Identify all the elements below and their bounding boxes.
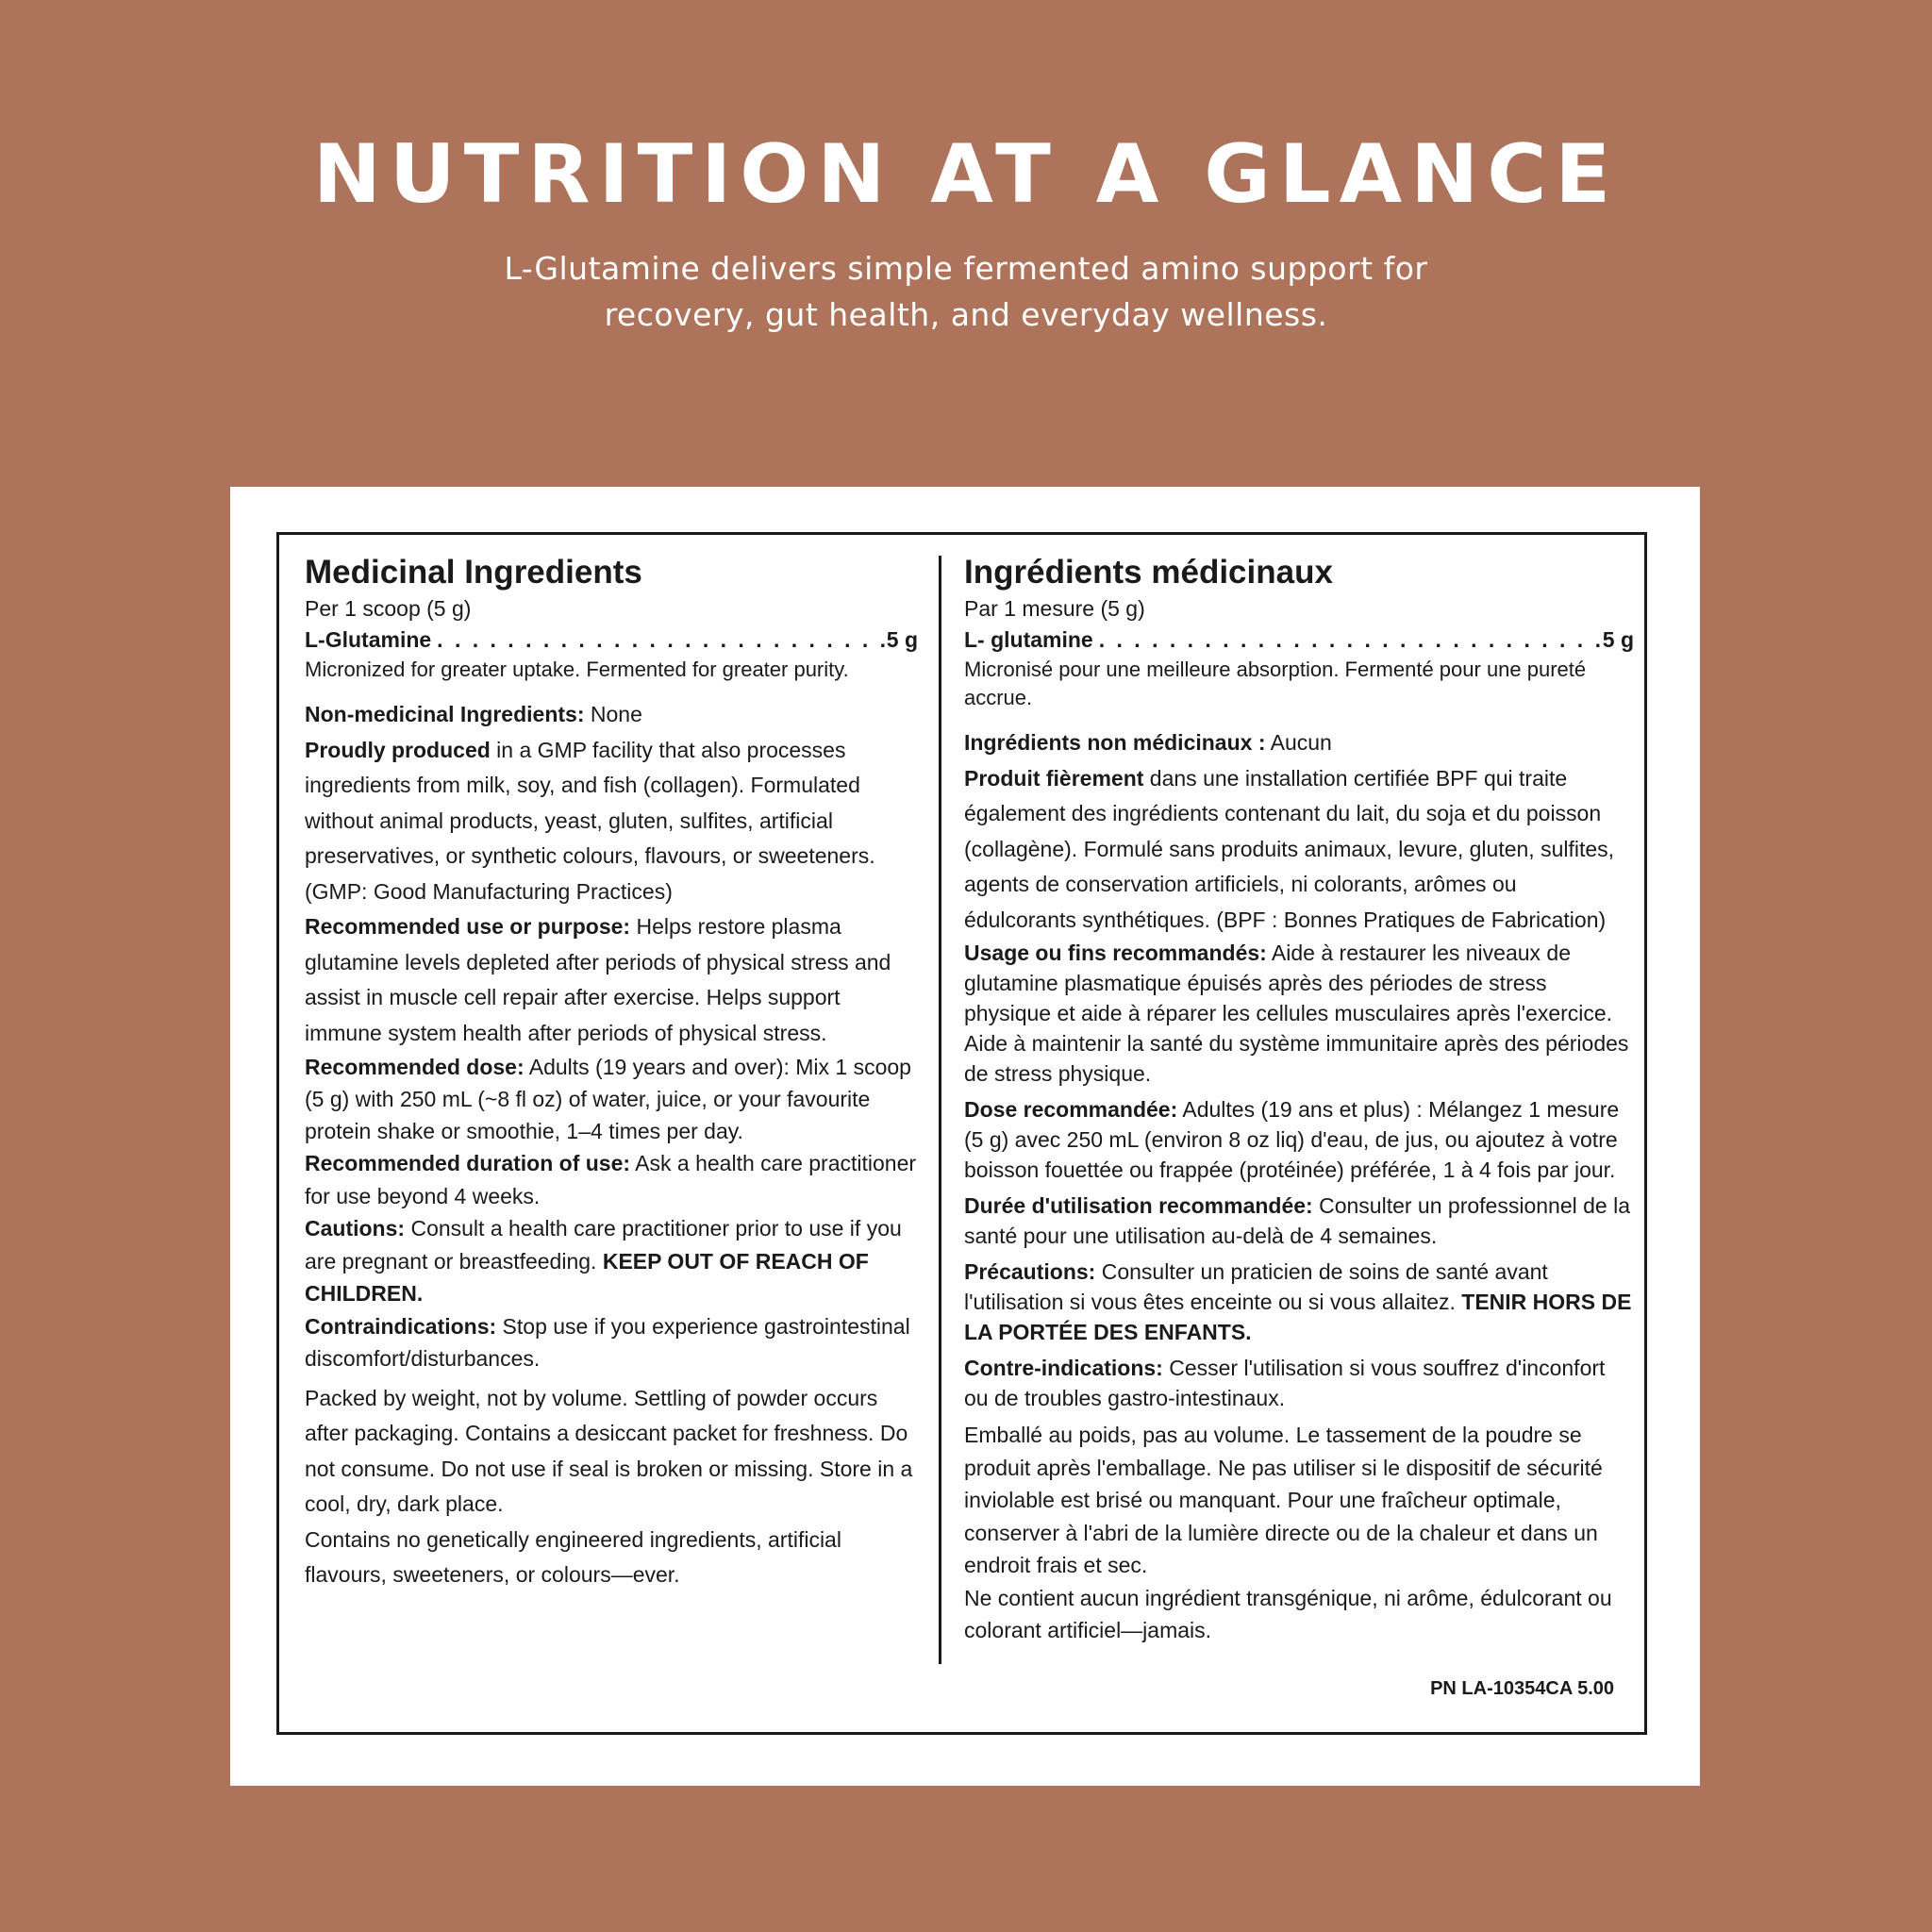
fr-serving-size: Par 1 mesure (5 g) — [964, 596, 1145, 621]
en-produced-label: Proudly produced — [305, 737, 491, 762]
en-nonmed-label: Non-medicinal Ingredients: — [305, 702, 585, 726]
label-column-english — [305, 552, 918, 1593]
fr-contra-label: Contre-indications: — [964, 1356, 1163, 1380]
fr-produced-text: dans une installation certifiée BPF qui traite également des ingrédients contenant du lait, du soja et du poisson (collagène). Formulé sans produits animaux, levure, gluten, sulfites, agents de conservation artificiels, ni colorants, arômes ou édulcorants synthétiques. (BPF : Bonnes Pratiques de Fabrication) — [964, 765, 1615, 932]
en-cautions — [305, 1212, 918, 1310]
fr-nonmed-text: Aucun — [1265, 730, 1332, 755]
en-heading: Medicinal Ingredients — [305, 554, 642, 591]
en-produced-text: in a GMP facility that also processes ingredients from milk, soy, and fish (collagen). Formulated without animal products, yeast, gluten, sulfites, artificial preservatives, or synthetic colours, flavours, or sweeteners. (GMP: Good Manufacturing Practices) — [305, 737, 875, 904]
fr-ingredient-amount: 5 g — [1602, 627, 1634, 652]
en-nonmed-text: None — [584, 702, 642, 726]
en-cautions-text: Consult a health care practitioner prior to use if you are pregnant or breastfeeding. — [305, 1216, 902, 1274]
en-cautions-warning: KEEP OUT OF REACH OF CHILDREN. — [305, 1248, 869, 1306]
subtitle-line-2: recovery, gut health, and everyday wellness. — [604, 296, 1328, 333]
en-contra-text: Stop use if you experience gastrointestinal discomfort/disturbances. — [305, 1313, 910, 1371]
fr-cautions-warning: TENIR HORS DE LA PORTÉE DES ENFANTS. — [964, 1290, 1632, 1344]
fr-cautions-label: Précautions: — [964, 1259, 1096, 1284]
en-ingredient-row — [305, 625, 918, 656]
en-contra-label: Contraindications: — [305, 1313, 497, 1339]
dot-leader — [431, 625, 887, 656]
fr-contraindications — [964, 1353, 1634, 1413]
fr-duration-label: Durée d'utilisation recommandée: — [964, 1193, 1313, 1218]
fr-use-label: Usage ou fins recommandés: — [964, 941, 1267, 965]
fr-dose-label: Dose recommandée: — [964, 1097, 1178, 1122]
en-gmo: Contains no genetically engineered ingredients, artificial flavours, sweeteners, or colours—ever. — [305, 1526, 841, 1587]
en-ingredient-name: L-Glutamine — [305, 627, 432, 652]
page-title: NUTRITION AT A GLANCE — [312, 127, 1620, 222]
en-use-label: Recommended use or purpose: — [305, 914, 631, 939]
fr-cautions — [964, 1257, 1634, 1347]
en-dose — [305, 1051, 918, 1147]
label-frame — [276, 532, 1647, 1735]
en-nonmedicinal — [305, 697, 918, 733]
fr-nonmed-label: Ingrédients non médicinaux : — [964, 730, 1266, 755]
fr-produced-label: Produit fièrement — [964, 765, 1144, 791]
fr-heading: Ingrédients médicinaux — [964, 554, 1333, 591]
label-column-french — [964, 552, 1634, 1647]
en-cautions-label: Cautions: — [305, 1216, 406, 1241]
fr-gmo: Ne contient aucun ingrédient transgénique, ni arôme, édulcorant ou colorant artificiel—jamais. — [964, 1585, 1612, 1642]
fr-ingredient-name: L- glutamine — [964, 627, 1093, 652]
subtitle-line-1: L-Glutamine delivers simple fermented amino support for — [504, 250, 1428, 287]
en-use — [305, 909, 918, 1051]
fr-nonmedicinal — [964, 725, 1634, 761]
en-produced — [305, 733, 918, 910]
fr-use — [964, 938, 1634, 1089]
column-divider — [939, 556, 941, 1664]
fr-dose — [964, 1094, 1634, 1185]
fr-ingredient-note: Micronisé pour une meilleure absorption. Fermenté pour une pureté accrue. — [964, 658, 1587, 709]
page-subtitle — [0, 245, 1932, 338]
en-ingredient-note: Micronized for greater uptake. Fermented for greater purity. — [305, 658, 849, 681]
fr-use-text: Aide à restaurer les niveaux de glutamine plasmatique épuisés après des périodes de stress physique et aide à réparer les cellules musculaires après l'exercice. Aide à maintenir la santé du système immunitaire après des périodes de stress physique. — [964, 941, 1629, 1086]
en-use-text: Helps restore plasma glutamine levels depleted after periods of physical stress and assist in muscle cell repair after exercise. Helps support immune system health after periods of physical stress. — [305, 914, 891, 1045]
en-duration-text: Ask a health care practitioner for use beyond 4 weeks. — [305, 1151, 917, 1208]
en-dose-label: Recommended dose: — [305, 1055, 525, 1079]
en-duration — [305, 1147, 918, 1212]
fr-contra-text: Cesser l'utilisation si vous souffrez d'inconfort ou de troubles gastro-intestinaux. — [964, 1356, 1606, 1410]
dot-leader — [1093, 625, 1603, 656]
fr-packed: Emballé au poids, pas au volume. Le tassement de la poudre se produit après l'emballage. Ne pas utiliser si le dispositif de sécurité inviolable est brisé ou manquant. Pour une fraîcheur optimale, conserver à l'abri de la lumière directe ou de la chaleur et dans un endroit frais et sec. — [964, 1423, 1603, 1577]
fr-duration — [964, 1191, 1634, 1251]
fr-dose-text: Adultes (19 ans et plus) : Mélangez 1 mesure (5 g) avec 250 mL (environ 8 oz liq) d'eau, de jus, ou ajoutez à votre boisson fouettée ou frappée (protéinée) préférée, 1 à 4 fois par jour. — [964, 1097, 1620, 1182]
fr-ingredient-row — [964, 625, 1634, 656]
en-dose-text: Adults (19 years and over): Mix 1 scoop (5 g) with 250 mL (~8 fl oz) of water, juice, or your favourite protein shake or smoothie, 1–4 times per day. — [305, 1055, 911, 1143]
fr-cautions-text: Consulter un praticien de soins de santé avant l'utilisation si vous êtes enceinte ou si vous allaitez. — [964, 1259, 1548, 1314]
en-ingredient-amount: 5 g — [886, 627, 918, 652]
fr-produced — [964, 761, 1634, 939]
en-packed: Packed by weight, not by volume. Settling of powder occurs after packaging. Contains a desiccant packet for freshness. Do not consume. Do not use if seal is broken or missing. Store in a cool, dry, dark place. — [305, 1385, 913, 1516]
en-duration-label: Recommended duration of use: — [305, 1151, 631, 1175]
part-number: PN LA-10354CA 5.00 — [1430, 1678, 1614, 1699]
label-card — [230, 487, 1700, 1786]
en-contraindications — [305, 1310, 918, 1375]
fr-duration-text: Consulter un professionnel de la santé pour une utilisation au-delà de 4 semaines. — [964, 1193, 1630, 1248]
en-serving-size: Per 1 scoop (5 g) — [305, 596, 472, 621]
